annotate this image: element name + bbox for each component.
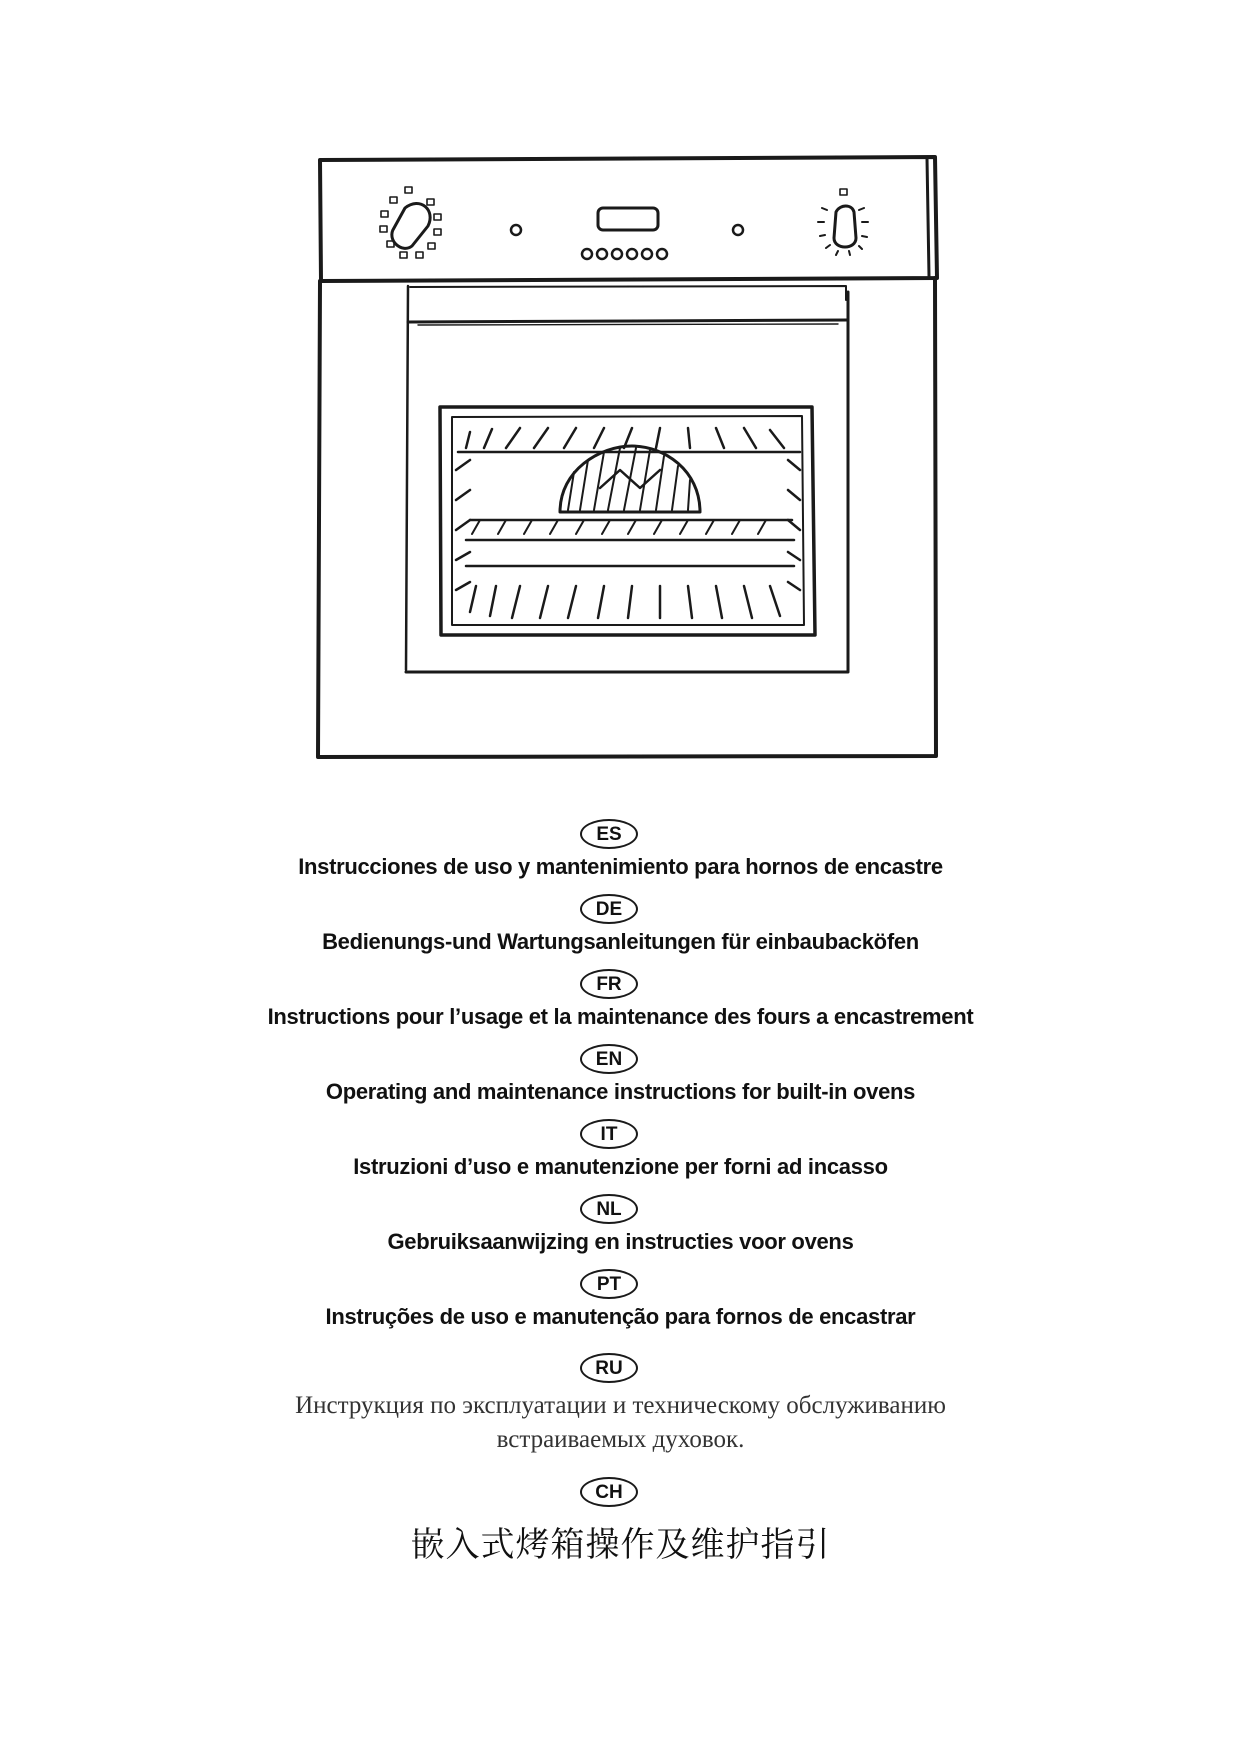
language-badge-en: EN: [580, 1044, 638, 1074]
oven-door: [318, 278, 936, 757]
language-badge-pt: PT: [580, 1269, 638, 1299]
oven-illustration: [0, 0, 1241, 800]
title-it: Istruzioni d’uso e manutenzione per forni ad incasso: [353, 1154, 888, 1179]
language-badge-ru: RU: [580, 1353, 638, 1383]
language-badge-ch: CH: [580, 1477, 638, 1507]
title-ch: 嵌入式烤箱操作及维护指引: [410, 1525, 831, 1565]
language-badge-de: DE: [580, 894, 638, 924]
title-pt: Instruções de uso e manutenção para fornos de encastrar: [325, 1304, 916, 1329]
title-en: Operating and maintenance instructions for built-in ovens: [325, 1079, 916, 1104]
right-knob-icon: [818, 189, 868, 255]
display-icon: [598, 208, 658, 230]
title-de: Bedienungs-und Wartungsanleitungen für einbaubacköfen: [322, 929, 919, 954]
language-badge-fr: FR: [580, 969, 638, 999]
indicator-lamp-left-icon: [511, 225, 521, 235]
control-panel: [320, 157, 937, 281]
title-ru-line1: Инструкция по эксплуатации и техническому обслуживанию: [295, 1392, 946, 1419]
title-fr: Instructions pour l’usage et la maintenance des fours a encastrement: [267, 1004, 974, 1029]
title-nl: Gebruiksaanwijzing en instructies voor ovens: [387, 1229, 854, 1254]
title-ru-line2: встраиваемых духовок.: [496, 1426, 745, 1453]
indicator-lamp-right-icon: [733, 225, 743, 235]
oven-window: [440, 407, 815, 635]
title-es: Instrucciones de uso y mantenimiento para hornos de encastre: [298, 854, 943, 879]
left-knob-icon: [380, 187, 441, 258]
language-badge-it: IT: [580, 1119, 638, 1149]
language-badge-nl: NL: [580, 1194, 638, 1224]
timer-buttons-icon: [582, 249, 667, 259]
language-badge-es: ES: [580, 819, 638, 849]
